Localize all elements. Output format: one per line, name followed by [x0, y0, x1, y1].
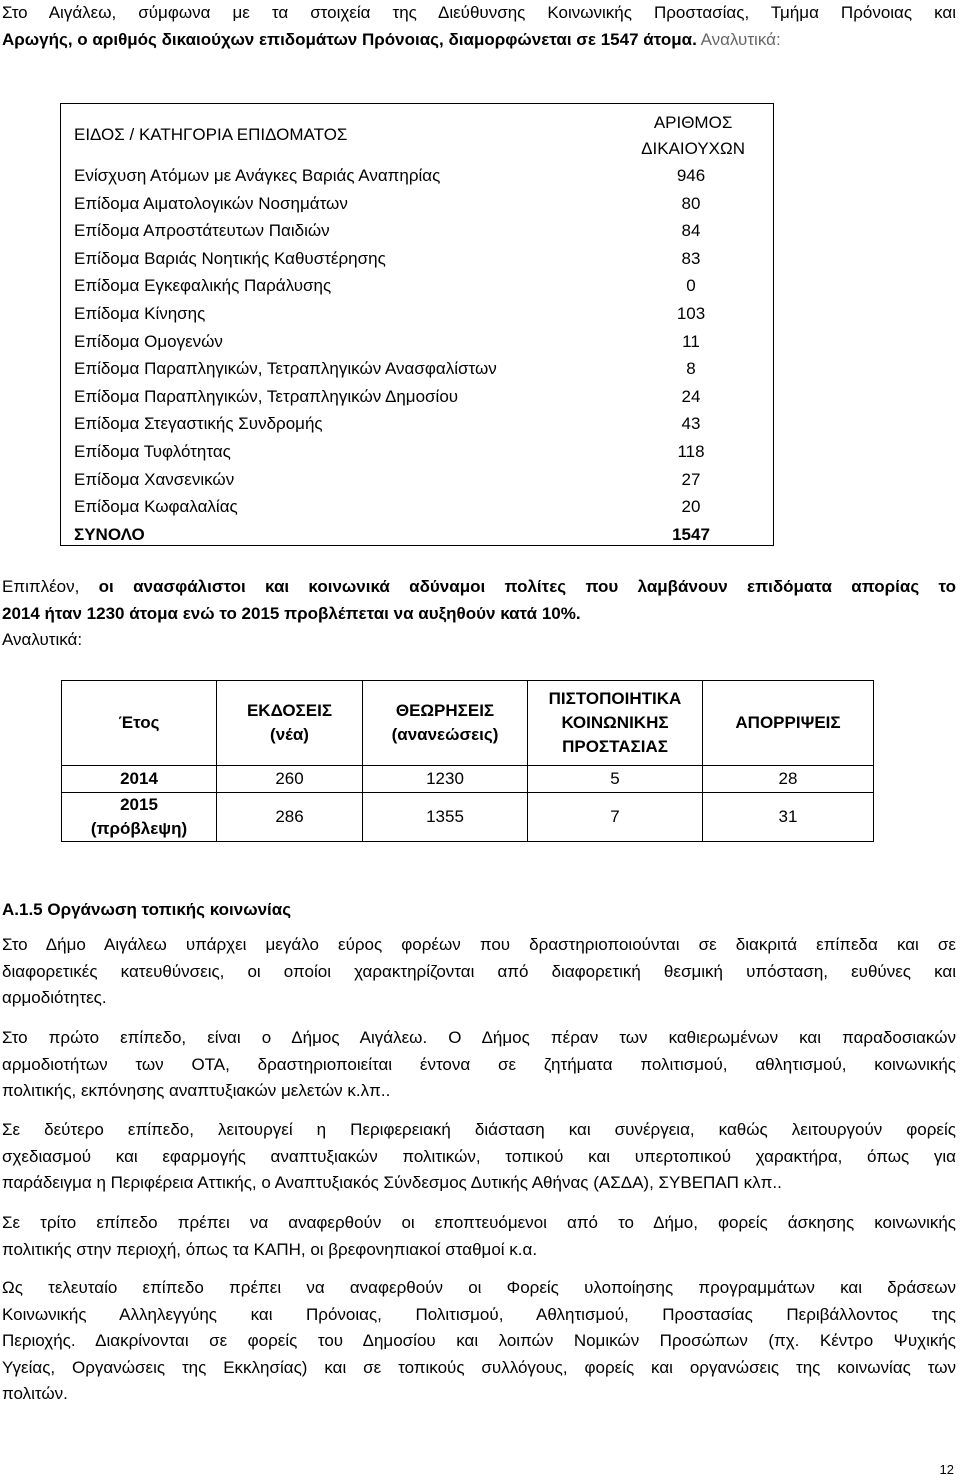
paragraph-2: [2, 1025, 956, 1105]
paragraph-4: [2, 1210, 956, 1263]
benefit-label: Επίδομα Απροστάτευτων Παιδιών: [74, 221, 330, 241]
benefit-label: Επίδομα Τυφλότητας: [74, 441, 231, 461]
benefit-label: Επίδομα Βαριάς Νοητικής Καθυστέρησης: [74, 248, 386, 268]
benefit-label: Ενίσχυση Ατόμων με Ανάγκες Βαριάς Αναπηρίας: [74, 166, 441, 185]
benefit-count: 0: [686, 276, 696, 296]
benefit-label: Επίδομα Παραπληγικών, Τετραπληγικών Ανασφαλίστων: [74, 359, 497, 379]
benefits-table-header: [61, 104, 773, 162]
assistance-line-3: Αναλυτικά:: [2, 630, 83, 649]
benefit-count: 103: [676, 303, 706, 323]
certs-cell: 7: [528, 793, 703, 842]
header-count: [641, 110, 745, 162]
p1-line-3: αρμοδιότητες.: [2, 988, 107, 1007]
table-row: [61, 466, 773, 494]
table-row: [61, 493, 773, 521]
p5-line-4: Υγείας, Οργανώσεις της Εκκλησίας) και σε τοπικούς συλλόγους, φορείς και οργανώσεις της κοινωνίας των: [2, 1357, 956, 1377]
header-year: Έτος: [62, 681, 217, 766]
assistance-bold-1: οι ανασφάλιστοι και κοινωνικά αδύναμοι πολίτες που λαμβάνουν επιδόματα απορίας το: [98, 577, 956, 596]
header-issues: [217, 681, 363, 766]
intro-bold-text: Αρωγής, ο αριθμός δικαιούχων επιδομάτων Πρόνοιας, διαμορφώνεται σε 1547 άτομα.: [2, 29, 697, 49]
issues-cell: 286: [217, 793, 363, 842]
benefit-label: Επίδομα Στεγαστικής Συνδρομής: [74, 414, 323, 434]
table-row: [62, 766, 874, 793]
rejections-cell: 28: [703, 766, 874, 793]
header-reviews-line-1: ΘΕΩΡΗΣΕΙΣ: [395, 701, 495, 720]
benefit-label: Επίδομα Παραπληγικών, Τετραπληγικών Δημοσίου: [74, 386, 459, 406]
benefit-label: Επίδομα Κωφαλαλίας: [74, 497, 238, 517]
table-row: [61, 272, 773, 300]
p4-line-2: πολιτικής στην περιοχή, όπως τα ΚΑΠΗ, οι βρεφονηπιακοί σταθμοί κ.α.: [2, 1239, 538, 1259]
table-row: [62, 793, 874, 842]
assistance-paragraph: [2, 574, 956, 654]
p3-line-3: παράδειγμα η Περιφέρεια Αττικής, ο Αναπτυξιακός Σύνδεσμος Δυτικής Αθήνας (ΑΣΔΑ), ΣΥΒΕΠΑΠ κλπ..: [2, 1173, 782, 1192]
year-cell: 2014: [62, 766, 217, 793]
paragraph-1: [2, 932, 956, 1012]
assistance-table-header: [62, 681, 874, 766]
benefit-count: 80: [681, 193, 701, 213]
p5-line-1: Ως τελευταίο επίπεδο πρέπει να αναφερθούν οι Φορείς υλοποίησης προγραμμάτων και δράσεων: [2, 1278, 956, 1297]
p1-line-1: Στο Δήμο Αιγάλεω υπάρχει μεγάλο εύρος φορέων που δραστηριοποιούνται σε διακριτά επίπεδα και σε: [2, 935, 956, 954]
table-row: [61, 438, 773, 466]
benefit-count: 24: [681, 386, 701, 406]
header-reviews: [363, 681, 528, 766]
benefit-count: 118: [677, 441, 705, 461]
benefit-label: Επίδομα Ομογενών: [74, 331, 223, 351]
benefit-count: 84: [681, 221, 701, 241]
table-row: [61, 245, 773, 273]
benefit-label: Επίδομα Χανσενικών: [74, 469, 235, 489]
header-count-line-1: ΑΡΙΘΜΟΣ: [653, 113, 733, 132]
p3-line-1: Σε δεύτερο επίπεδο, λειτουργεί η Περιφερειακή διάσταση και συνέργεια, καθώς λειτουργούν φορείς: [2, 1120, 956, 1139]
header-reviews-line-2: (ανανεώσεις): [391, 725, 499, 744]
table-row: [61, 328, 773, 356]
certs-cell: 5: [528, 766, 703, 793]
p2-line-1: Στο πρώτο επίπεδο, είναι ο Δήμος Αιγάλεω. Ο Δήμος πέραν των καθιερωμένων και παραδοσιακών: [2, 1028, 956, 1047]
intro-paragraph: [2, 0, 956, 53]
benefit-count: 43: [681, 414, 701, 434]
paragraph-3: [2, 1117, 956, 1197]
header-category: ΕΙΔΟΣ / ΚΑΤΗΓΟΡΙΑ ΕΠΙΔΟΜΑΤΟΣ: [74, 125, 348, 144]
table-row: [61, 355, 773, 383]
p5-line-2: Κοινωνικής Αλληλεγγύης και Πρόνοιας, Πολιτισμού, Αθλητισμού, Προστασίας Περιβάλλοντος της: [2, 1304, 956, 1324]
benefits-table: [60, 103, 774, 546]
section-heading: Α.1.5 Οργάνωση τοπικής κοινωνίας: [2, 900, 292, 919]
paragraph-5: [2, 1275, 956, 1408]
p2-line-3: πολιτικής, εκπόνησης αναπτυξιακών μελετών κ.λπ..: [2, 1081, 391, 1100]
benefits-table-body: [61, 162, 773, 548]
p2-line-2: αρμοδιοτήτων των ΟΤΑ, δραστηριοποιείται έντονα σε ζητήματα πολιτισμού, αθλητισμού, κοινωνικής: [2, 1054, 956, 1074]
total-label: ΣΥΝΟΛΟ: [74, 524, 145, 544]
table-row: [61, 300, 773, 328]
intro-line-1: Στο Αιγάλεω, σύμφωνα με τα στοιχεία της Διεύθυνσης Κοινωνικής Προστασίας, Τμήμα Πρόνοιας και: [2, 3, 956, 22]
page-number: 12: [939, 1462, 954, 1477]
header-certs-line-2: ΚΟΙΝΩΝΙΚΗΣ: [561, 713, 669, 732]
intro-tail: Αναλυτικά:: [696, 29, 781, 49]
p4-line-1: Σε τρίτο επίπεδο πρέπει να αναφερθούν οι εποπτευόμενοι από το Δήμο, φορείς άσκησης κοινωνικής: [2, 1213, 956, 1232]
year-cell: [62, 793, 217, 842]
benefit-count: 11: [682, 331, 700, 351]
benefit-count: 20: [681, 497, 701, 517]
table-row: [61, 410, 773, 438]
table-row: [61, 217, 773, 245]
benefit-label: Επίδομα Αιματολογικών Νοσημάτων: [74, 193, 348, 213]
year-line-2: (πρόβλεψη): [90, 819, 188, 838]
table-row: [61, 383, 773, 411]
header-issues-line-1: ΕΚΔΟΣΕΙΣ: [246, 701, 333, 720]
intro-line-2: [2, 27, 956, 54]
header-rejections: ΑΠΟΡΡΙΨΕΙΣ: [703, 681, 874, 766]
benefit-label: Επίδομα Εγκεφαλικής Παράλυσης: [74, 276, 332, 296]
assistance-start: Επιπλέον,: [2, 577, 99, 596]
rejections-cell: 31: [703, 793, 874, 842]
assistance-line-1: [2, 574, 956, 601]
benefit-count: 946: [676, 166, 706, 185]
total-row: [61, 521, 773, 549]
table-row: [61, 162, 773, 190]
benefit-count: 27: [681, 469, 701, 489]
reviews-cell: 1355: [363, 793, 528, 842]
issues-cell: 260: [217, 766, 363, 793]
p5-line-5: πολιτών.: [2, 1384, 68, 1403]
reviews-cell: 1230: [363, 766, 528, 793]
header-issues-line-2: (νέα): [270, 725, 309, 744]
benefit-label: Επίδομα Κίνησης: [74, 303, 206, 323]
benefit-count: 83: [681, 248, 701, 268]
table-row: [61, 190, 773, 218]
header-certs-line-3: ΠΡΟΣΤΑΣΙΑΣ: [562, 737, 668, 756]
assistance-line-2: [2, 601, 956, 628]
header-certs-line-1: ΠΙΣΤΟΠΟΙΗΤΙΚΑ: [548, 689, 682, 708]
p5-line-3: Περιοχής. Διακρίνονται σε φορείς του Δημοσίου και λοιπών Νομικών Προσώπων (πχ. Κέντρο Ψυχικής: [2, 1331, 956, 1350]
benefit-count: 8: [686, 359, 696, 379]
p1-line-2: διαφορετικές κατευθύνσεις, οι οποίοι χαρακτηρίζονται από διαφορετική θεσμική υπόσταση, ευθύνες και: [2, 961, 956, 981]
total-count: 1547: [672, 524, 710, 544]
assistance-bold-2: 2014 ήταν 1230 άτομα ενώ το 2015 προβλέπεται να αυξηθούν κατά 10%.: [2, 603, 581, 623]
header-count-line-2: ΔΙΚΑΙΟΥΧΩΝ: [641, 139, 745, 158]
assistance-table: [61, 680, 874, 842]
header-certificates: [528, 681, 703, 766]
year-line-1: 2015: [120, 795, 158, 814]
p3-line-2: σχεδιασμού και εφαρμογής αναπτυξιακών πολιτικών, τοπικού και υπερτοπικού χαρακτήρα, όπως για: [2, 1146, 956, 1166]
